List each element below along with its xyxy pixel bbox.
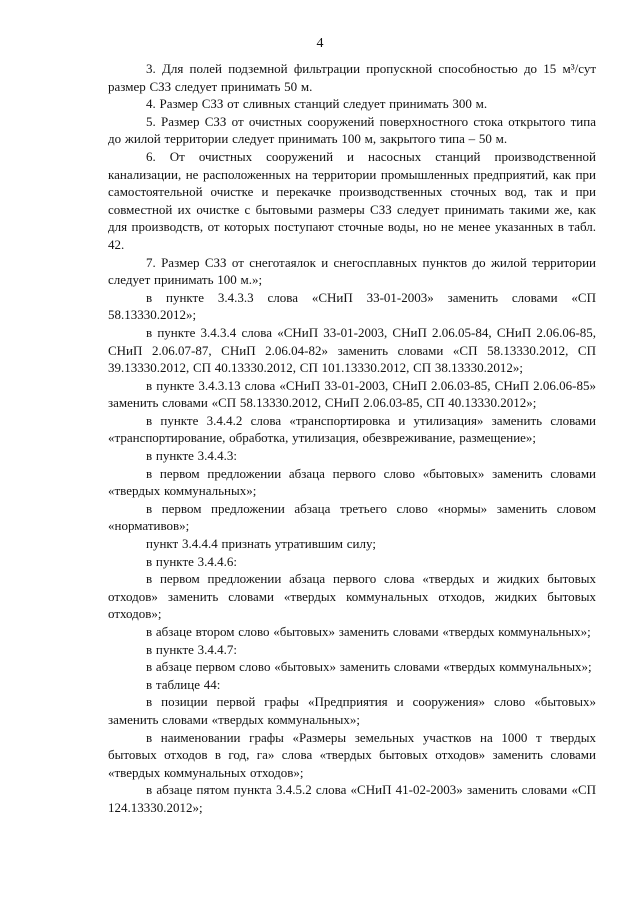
paragraph: 7. Размер СЗЗ от снеготаялок и снегосплавных пунктов до жилой территории следует принимать 100 м.»; xyxy=(108,254,596,288)
paragraph: в наименовании графы «Размеры земельных участков на 1000 т твердых бытовых отходов в год, га» слова «твердых бытовых отходов» заменить словами «твердых коммунальных отходов»; xyxy=(108,729,596,780)
paragraph: в абзаце втором слово «бытовых» заменить словами «твердых коммунальных»; xyxy=(146,624,591,639)
paragraph: в первом предложении абзаца первого слова «твердых и жидких бытовых отходов» заменить словами «твердых коммунальных отходов, жидких бытовых отходов»; xyxy=(108,571,596,622)
paragraph: в первом предложении абзаца третьего слово «нормы» заменить словом «нормативов»; xyxy=(108,500,596,534)
paragraph: в пункте 3.4.3.3 слова «СНиП 33-01-2003» заменить словами «СП 58.13330.2012»; xyxy=(108,289,596,323)
paragraph: 3. Для полей подземной фильтрации пропускной способностью до 15 м³/сут размер СЗЗ следует принимать 50 м. xyxy=(108,61,596,94)
paragraph: 6. От очистных сооружений и насосных станций производственной канализации, не расположенных на территории промышленных предприятий, как при самостоятельной очистке и перекачке производственных сточных вод, так и при совместной их очистке с бытовыми размеры СЗЗ следует принимать такими же, как для производств, от которых поступают сточные воды, но не менее указанных в табл. 42. xyxy=(108,148,596,252)
paragraph: в первом предложении абзаца первого слово «бытовых» заменить словами «твердых коммунальных»; xyxy=(108,465,596,499)
paragraph: 5. Размер СЗЗ от очистных сооружений поверхностного стока открытого типа до жилой территории следует принимать 100 м, закрытого типа – 50 м. xyxy=(108,113,596,147)
paragraph: пункт 3.4.4.4 признать утратившим силу; xyxy=(146,536,376,552)
paragraph: в абзаце пятом пункта 3.4.5.2 слова «СНиП 41-02-2003» заменить словами «СП 124.13330.2012»; xyxy=(108,782,596,815)
paragraph: в позиции первой графы «Предприятия и сооружения» слово «бытовых» заменить словами «твердых коммунальных»; xyxy=(108,694,596,727)
document-body xyxy=(108,60,596,817)
paragraph: 4. Размер СЗЗ от сливных станций следует принимать 300 м. xyxy=(146,96,488,112)
paragraph: в таблице 44: xyxy=(146,676,221,692)
paragraph: в абзаце первом слово «бытовых» заменить словами «твердых коммунальных»; xyxy=(146,659,592,675)
paragraph: в пункте 3.4.3.13 слова «СНиП 33-01-2003, СНиП 2.06.03-85, СНиП 2.06.06-85» заменить словами «СП 58.13330.2012, СНиП 2.06.03-85, СП 40.13330.2012»; xyxy=(108,377,596,411)
paragraph: в пункте 3.4.3.4 слова «СНиП 33-01-2003, СНиП 2.06.05-84, СНиП 2.06.06-85, СНиП 2.06.07-87, СНиП 2.06.04-82» заменить словами «СП 58.13330.2012, СП 39.13330.2012, СП 40.13330.2012, СП 101.13330.2012, СП 38.13330.2012»; xyxy=(108,324,596,376)
page-number: 4 xyxy=(316,36,324,51)
paragraph: в пункте 3.4.4.6: xyxy=(146,553,238,569)
paragraph: в пункте 3.4.4.2 слова «транспортировка и утилизация» заменить словами «транспортирование, обработка, утилизация, обезвреживание, размещение»; xyxy=(108,412,596,446)
paragraph: в пункте 3.4.4.7: xyxy=(146,641,238,657)
paragraph: в пункте 3.4.4.3: xyxy=(146,448,238,464)
